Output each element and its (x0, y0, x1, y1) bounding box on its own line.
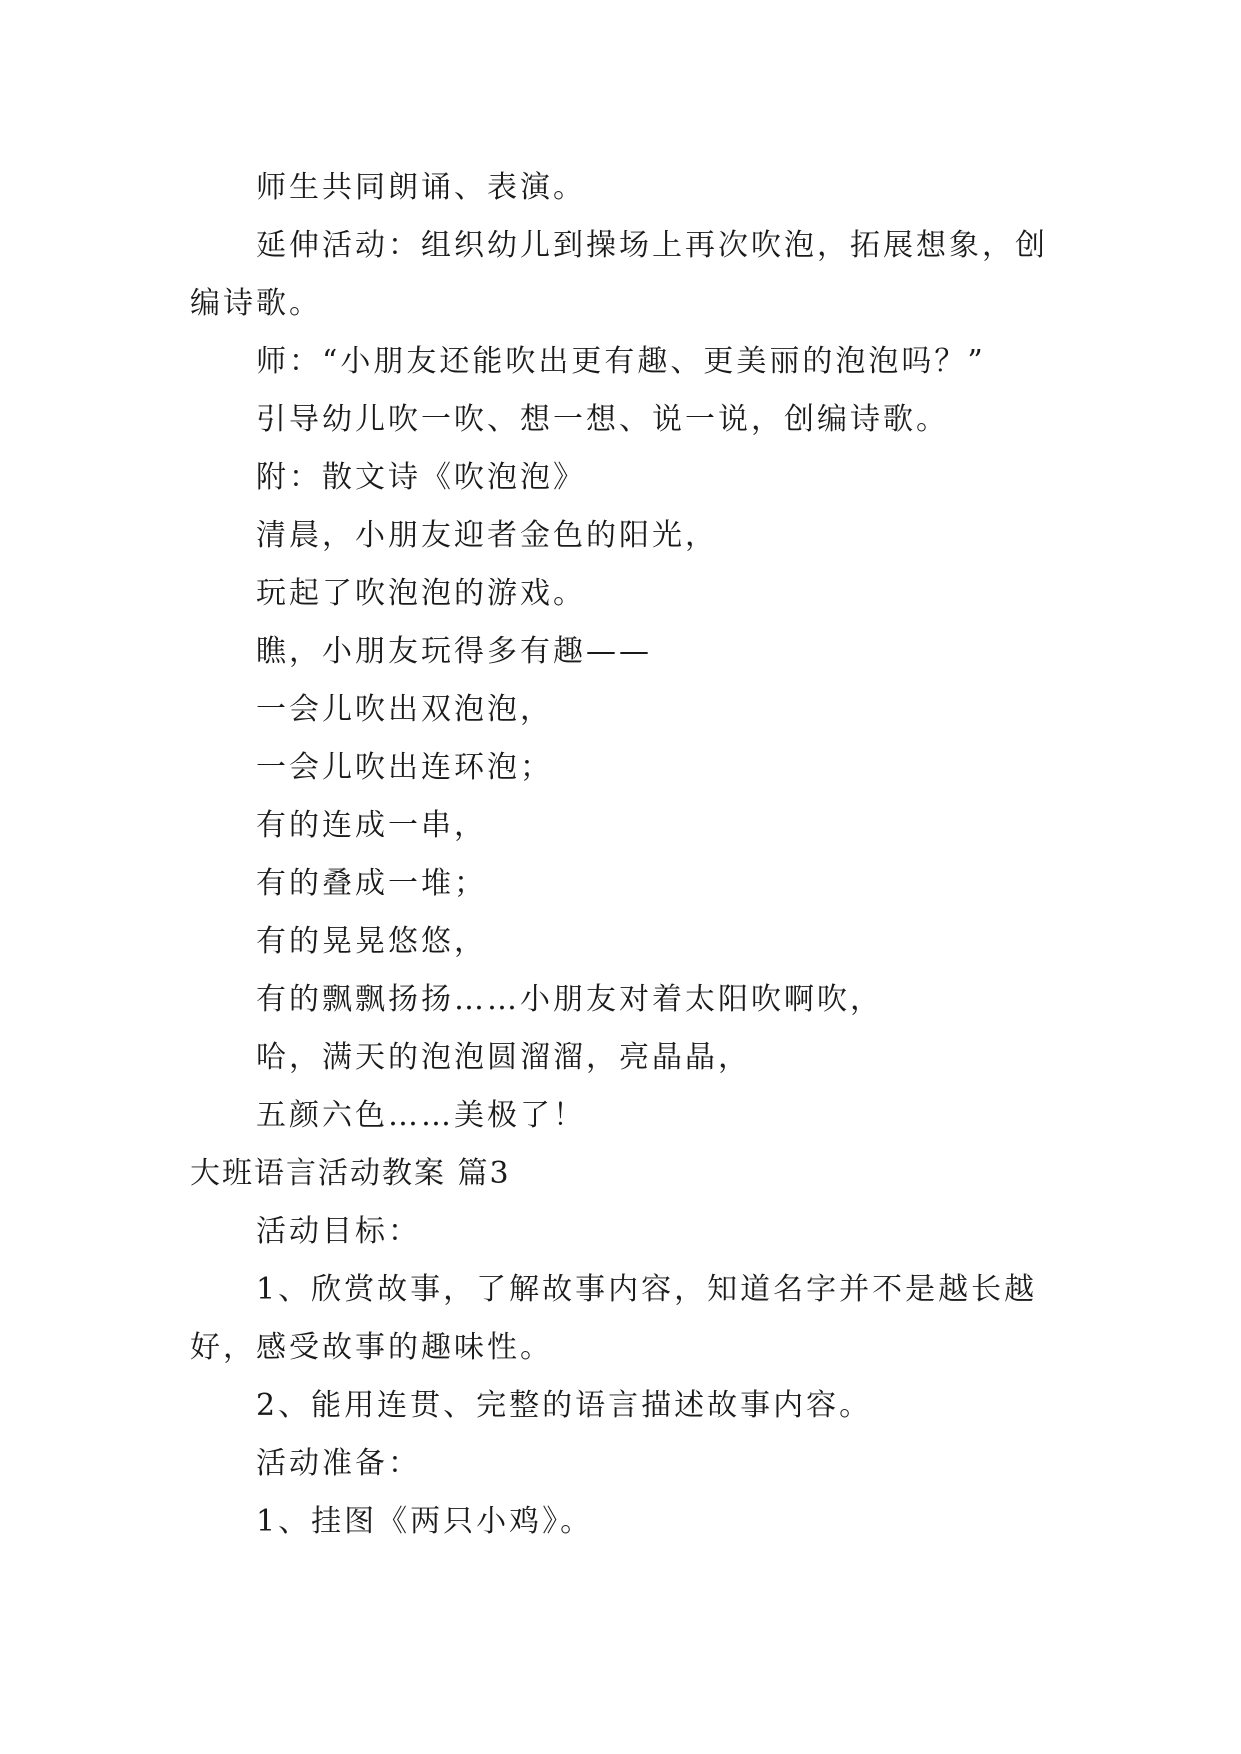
paragraph-line: 2、能用连贯、完整的语言描述故事内容。 (256, 1388, 873, 1423)
paragraph-line: 活动目标： (256, 1214, 421, 1249)
poem-line: 清晨，小朋友迎者金色的阳光， (256, 518, 718, 553)
paragraph-line: 引导幼儿吹一吹、想一想、说一说，创编诗歌。 (256, 402, 949, 437)
paragraph-line: 延伸活动：组织幼儿到操场上再次吹泡，拓展想象，创 (256, 228, 1048, 263)
paragraph-line: 好，感受故事的趣味性。 (190, 1330, 553, 1365)
poem-line: 哈，满天的泡泡圆溜溜，亮晶晶， (256, 1040, 751, 1075)
paragraph-line: 编诗歌。 (190, 286, 322, 321)
paragraph-line: 附：散文诗《吹泡泡》 (256, 460, 586, 495)
paragraph-line: 活动准备： (256, 1446, 421, 1481)
poem-line: 瞧，小朋友玩得多有趣—— (256, 634, 652, 669)
poem-line: 玩起了吹泡泡的游戏。 (256, 576, 586, 611)
paragraph-line: 师生共同朗诵、表演。 (256, 170, 586, 205)
paragraph-line: 1、挂图《两只小鸡》。 (256, 1504, 594, 1539)
poem-line: 五颜六色……美极了！ (256, 1098, 586, 1133)
paragraph-line: 师：“小朋友还能吹出更有趣、更美丽的泡泡吗？” (256, 344, 986, 379)
poem-line: 有的连成一串， (256, 808, 487, 843)
poem-line: 有的晃晃悠悠， (256, 924, 487, 959)
section-heading: 大班语言活动教案 篇3 (190, 1156, 511, 1191)
poem-line: 一会儿吹出双泡泡， (256, 692, 553, 727)
paragraph-line: 1、欣赏故事，了解故事内容，知道名字并不是越长越 (256, 1272, 1038, 1307)
poem-line: 有的叠成一堆； (256, 866, 487, 901)
poem-line: 有的飘飘扬扬……小朋友对着太阳吹啊吹， (256, 982, 883, 1017)
poem-line: 一会儿吹出连环泡； (256, 750, 553, 785)
